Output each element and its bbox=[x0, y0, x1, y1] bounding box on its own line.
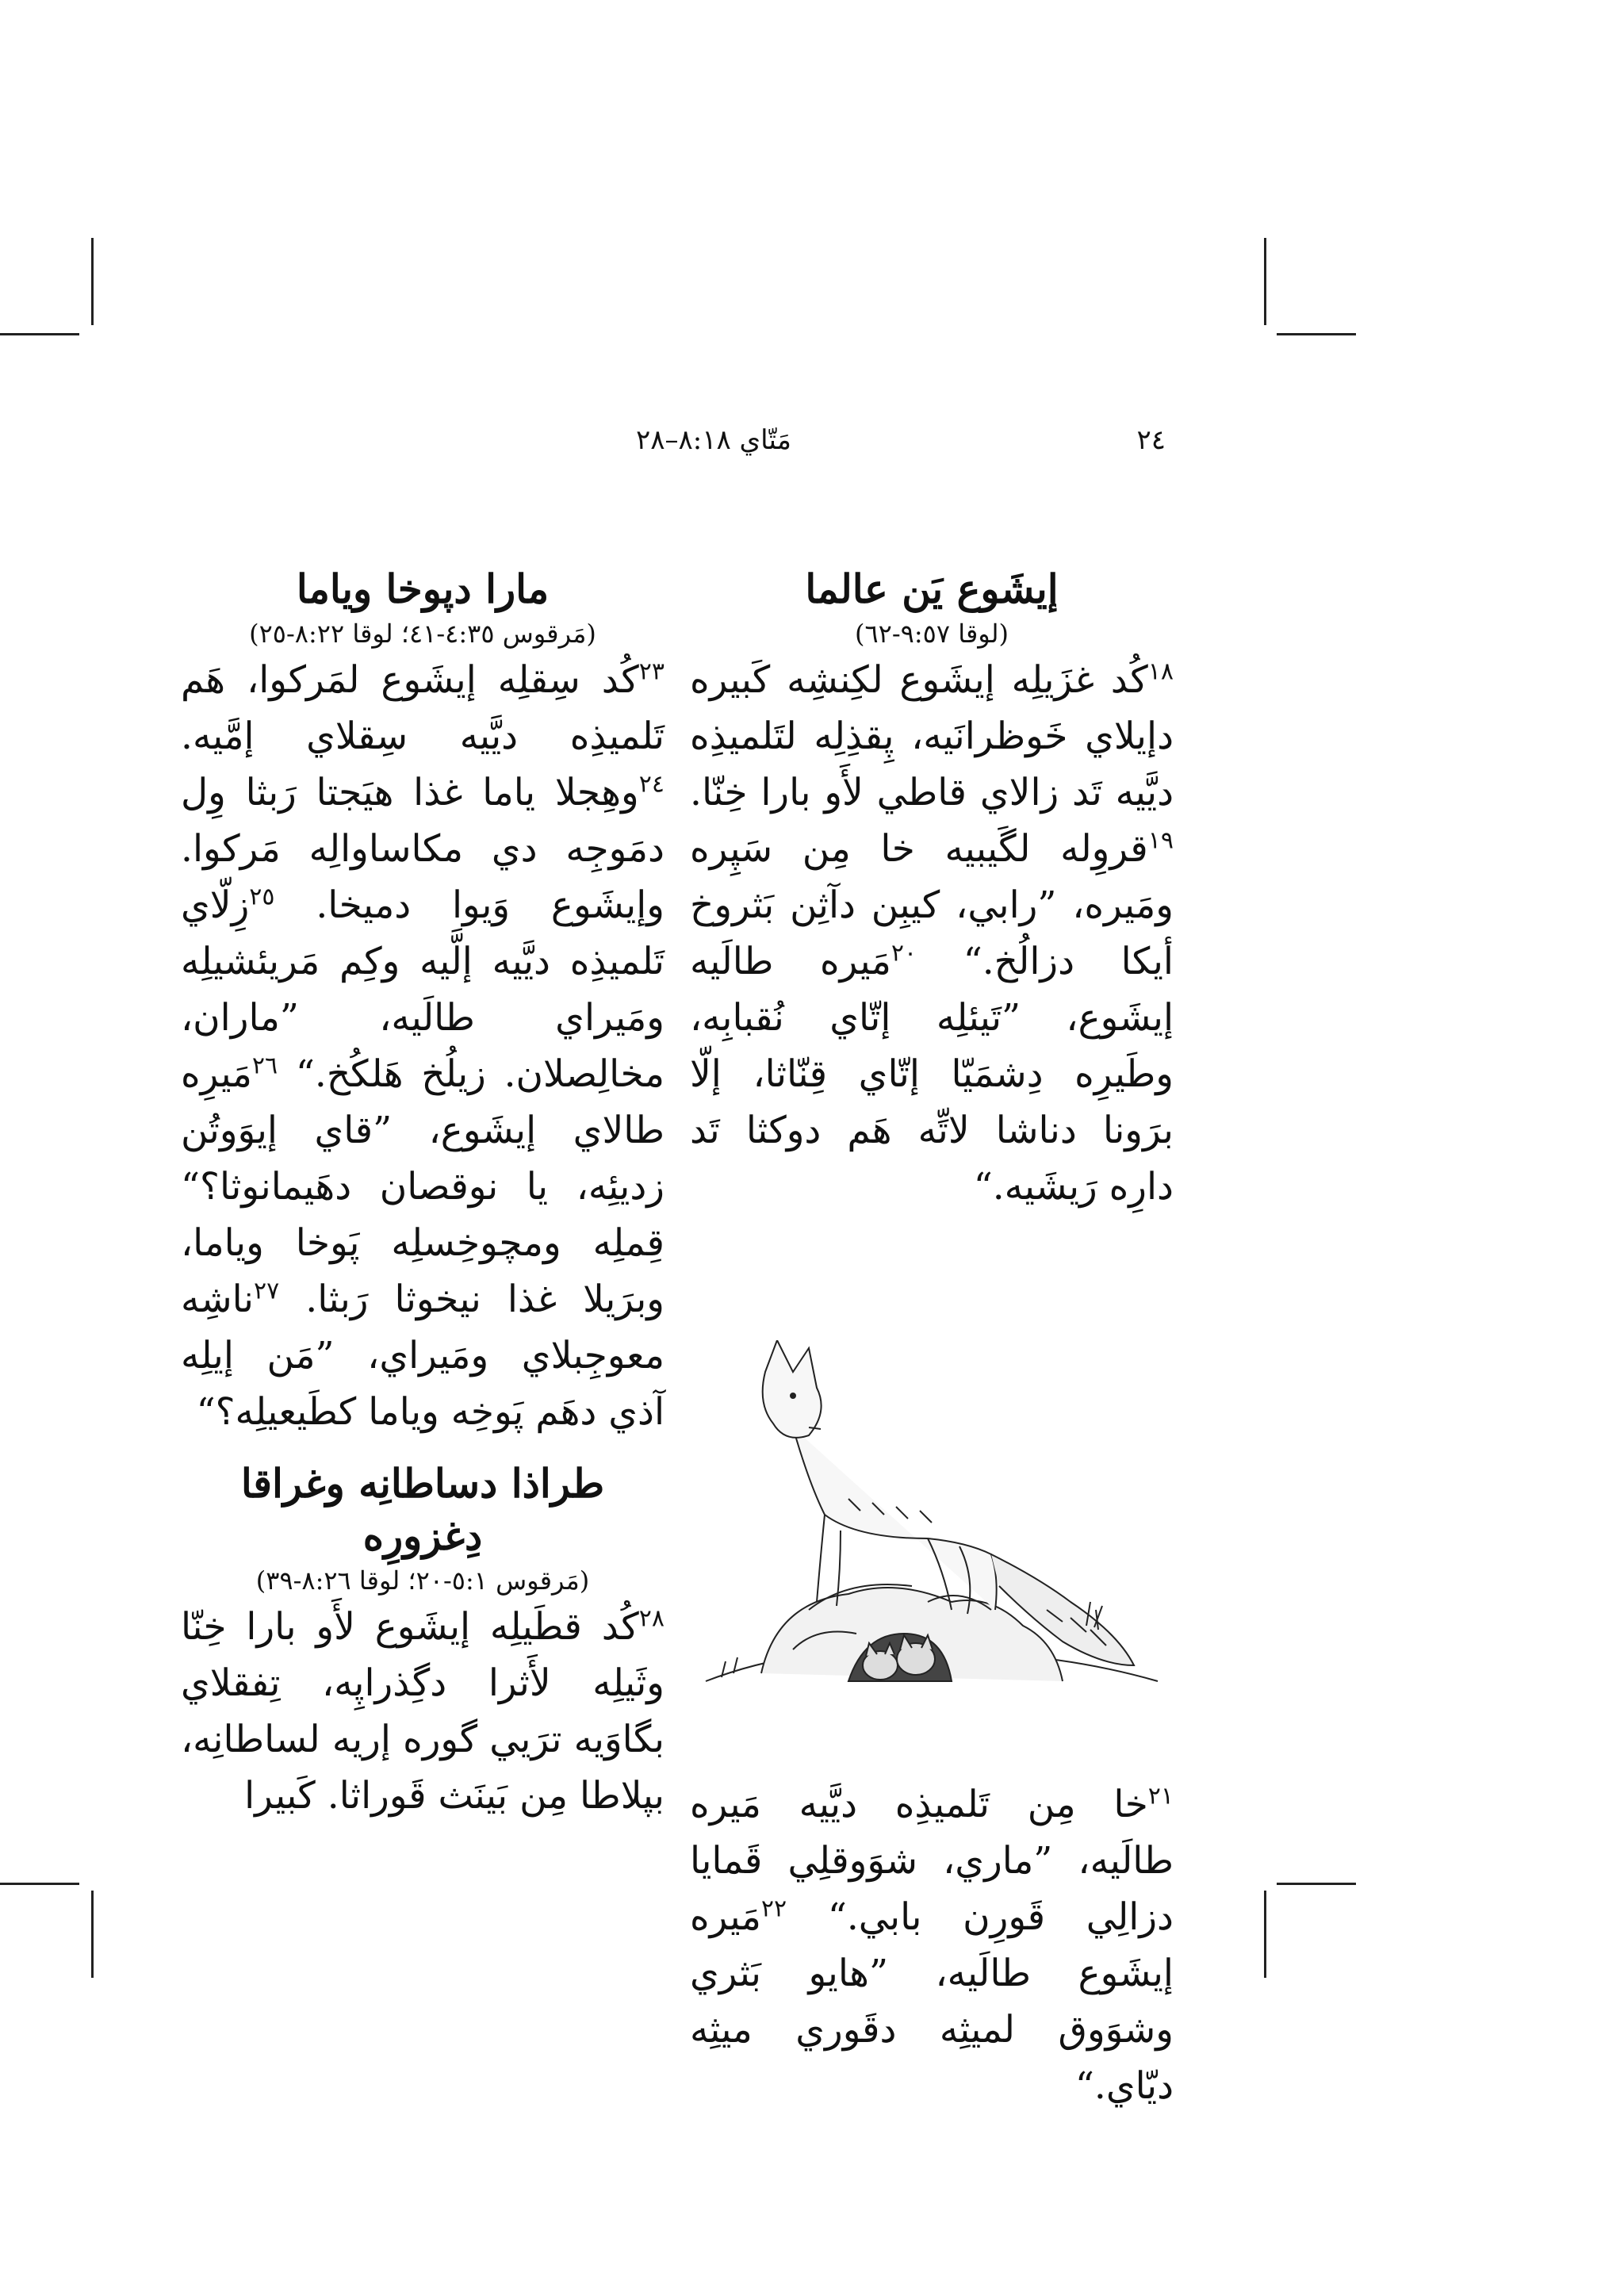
verse-text: خا مِن تَلميذِه ديَّيه مَيره طالَيه، ”ماري، شوَوقلِي قَمايا دزالِي قَورِن بابي.“ bbox=[690, 1783, 1174, 1939]
fox-illustration bbox=[690, 1340, 1166, 1737]
running-title: مَتّاي ٨:١٨–٢٨ bbox=[635, 424, 792, 456]
verse-text: زِلّاي تَلميذِه ديَّيه إلَّيه وكِم مَريئشيلِه ومَيراي طالَيه، ”ماران، مخالِصلان. زيلُخ هَلكُخ.“ bbox=[181, 883, 665, 1096]
verse-number: ٢٨ bbox=[638, 1604, 665, 1633]
verse-text: كُد غزَيلِه إيشَوع لكِنشِه كَبيره دإيلاي خَوظرانَيه، پِقذِلِه لتَلميذِه ديَّيه تَد زالاي قاطي لأَو بارا خِنّا. bbox=[690, 658, 1174, 814]
verse-text: وهِجلا ياما غذا هيَجتا رَبثا وِل دمَوجِه دي مكاساوالِه مَركوا. وإيشَوع وَيوا دميخا. bbox=[181, 771, 665, 927]
verse-text: ناشِه معوجِبلاي ومَيراي، ”مَن إيلِه آذي دهَم پَوخِه وياما كطَيعيلِه؟“ bbox=[181, 1278, 665, 1434]
crop-mark-top-left bbox=[91, 238, 94, 325]
right-column-lower bbox=[690, 1776, 1174, 2114]
cross-reference: (لوقا ٩:٥٧-٦٢) bbox=[855, 619, 1009, 649]
crop-mark-bottom-left-h bbox=[0, 1883, 79, 1885]
verse-text: قروِله لگَيبيه خا مِن سَپِره ومَيره، ”رابي، كيبِن دآثِن بَثروخ أيكا دزالُخ.“ bbox=[690, 827, 1174, 983]
crop-mark-bottom-left bbox=[91, 1891, 94, 1978]
verse-number: ١٩ bbox=[1147, 826, 1174, 855]
verse-number: ٢٠ bbox=[891, 939, 917, 967]
verse-text: مَيره إيشَوع طالَيه، ”هايو بَثري وشوَوق لميثِه دقَوري ميثِه ديّاي.“ bbox=[690, 1895, 1174, 2108]
crop-mark-bottom-right bbox=[1264, 1891, 1266, 1978]
section-heading: طراذا دساطانِه وغراقا دِغزورِه bbox=[240, 1460, 605, 1559]
paragraph bbox=[181, 652, 665, 1440]
left-column bbox=[181, 563, 665, 1824]
verse-number: ٢٥ bbox=[249, 883, 275, 911]
verse-number: ٢٢ bbox=[760, 1895, 787, 1923]
crop-mark-top-left-h bbox=[0, 333, 79, 335]
cross-reference: (مَرقوس ٤:٣٥-٤١؛ لوقا ٨:٢٢-٢٥) bbox=[249, 619, 596, 649]
verse-number: ٢١ bbox=[1147, 1782, 1174, 1810]
verse-number: ٢٦ bbox=[251, 1052, 278, 1080]
verse-text: كُد سِقلِه إيشَوع لمَركوا، هَم تَلميذِه ديَّيه سِقلاي إمَّيه. bbox=[181, 658, 665, 758]
verse-text: مَيره طالَيه إيشَوع، ”تَيئلِه إتّاي نُقبابِه، وطَيرِه دِشمَيّا إتّاي قِنّاثا، إلّا برَونا دناشا لاتِّه هَم دوكثا تَد دارِه رَيشَيه.“ bbox=[690, 940, 1174, 1209]
section-heading: إيشَوع يَن عالما bbox=[805, 565, 1059, 612]
right-column bbox=[690, 563, 1174, 1215]
verse-number: ١٨ bbox=[1147, 657, 1174, 686]
cross-reference: (مَرقوس ٥:١-٢٠؛ لوقا ٨:٢٦-٣٩) bbox=[255, 1565, 590, 1596]
verse-text: مَيرِه طالاي إيشَوع، ”قاي إيوَوتُن زديئِه، يا نوقصان دهَيمانوثا؟“ قِملِه ومچوخِسلِه پَوخا وياما، وبرَيلا غذا نيخوثا رَبثا. bbox=[181, 1052, 665, 1321]
running-head bbox=[531, 424, 1166, 472]
page-number: ٢٤ bbox=[1136, 424, 1166, 456]
paragraph bbox=[690, 1776, 1174, 2114]
crop-mark-top-right-h bbox=[1277, 333, 1356, 335]
section-heading: مارا دپوخا وياما bbox=[296, 565, 550, 612]
paragraph bbox=[181, 1599, 665, 1824]
verse-number: ٢٣ bbox=[638, 657, 665, 686]
paragraph bbox=[690, 652, 1174, 1215]
verse-number: ٢٤ bbox=[638, 770, 665, 799]
verse-number: ٢٧ bbox=[253, 1277, 280, 1305]
verse-text: كُد قطَيلِه إيشَوع لأَو بارا خِنّا وثَيلِه لأَثرا دگِذراپِه، تِفقلاي بگاوَيه ترَيي گوره إريه لساطانِه، بپلاطا مِن بَينَث قَوراثا. كَبيرا bbox=[181, 1605, 665, 1818]
crop-mark-bottom-right-h bbox=[1277, 1883, 1356, 1885]
crop-mark-top-right bbox=[1264, 238, 1266, 325]
